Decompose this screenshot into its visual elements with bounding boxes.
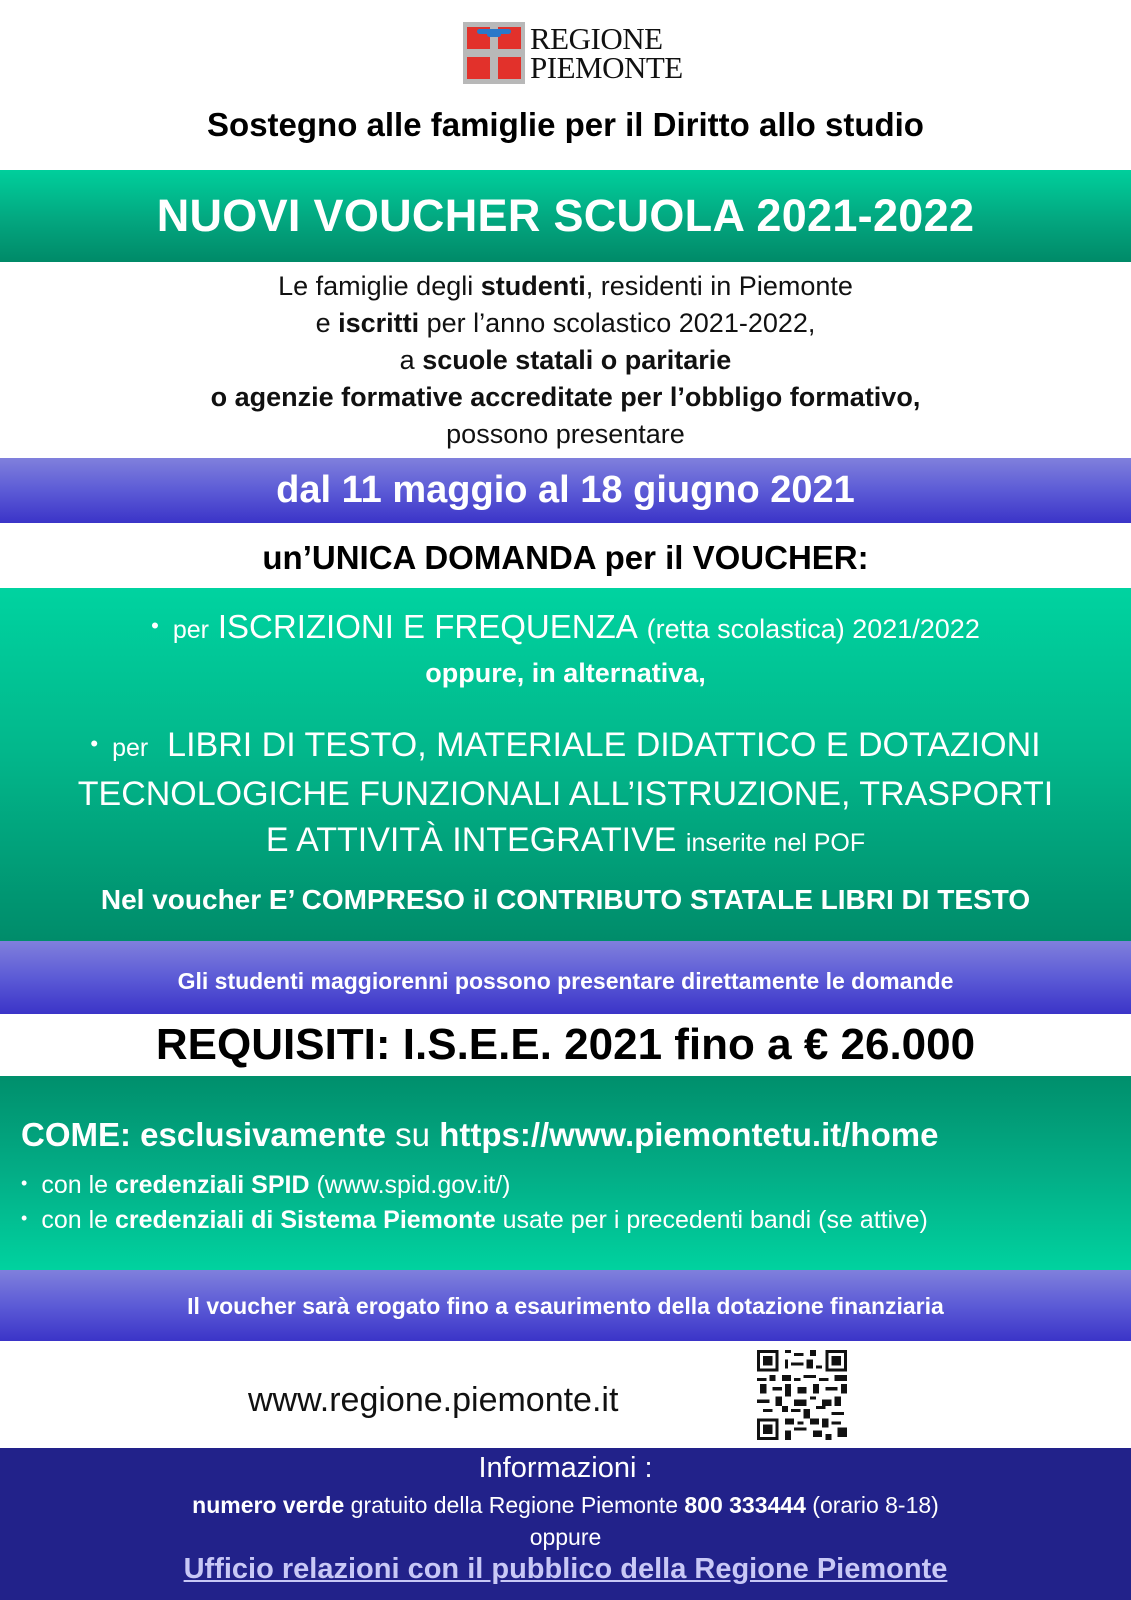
erogazione-band — [0, 1270, 1131, 1341]
maggiorenni-note: Gli studenti maggiorenni possono presentare direttamente le domande — [177, 968, 954, 994]
unica-domanda-heading: un’UNICA DOMANDA per il VOUCHER: — [262, 539, 869, 576]
maggiorenni-band — [0, 941, 1131, 1014]
intro-paragraph — [0, 268, 1131, 453]
website-link[interactable]: www.regione.piemonte.it — [248, 1381, 619, 1419]
logo-text: REGIONE PIEMONTE — [530, 20, 683, 85]
contributo-statale-note: Nel voucher E’ COMPRESO il CONTRIBUTO STATALE LIBRI DI TESTO — [100, 884, 1031, 915]
bullet-icon: • — [90, 731, 99, 756]
phone-number: 800 333444 — [684, 1492, 806, 1518]
headline-band — [0, 170, 1131, 262]
options-separator: oppure, in alternativa, — [425, 658, 706, 688]
piemontetu-link[interactable]: https://www.piemontetu.it/home — [439, 1116, 939, 1153]
headline: NUOVI VOUCHER SCUOLA 2021-2022 — [156, 190, 975, 241]
intro-line-2: e iscritti per l’anno scolastico 2021-2022, — [315, 308, 816, 338]
bullet-icon: • — [21, 1173, 28, 1193]
info-oppure: oppure — [529, 1524, 602, 1550]
intro-line-4: o agenzie formative accreditate per l’obbligo formativo, — [210, 382, 921, 412]
requisiti-isee: REQUISITI: I.S.E.E. 2021 fino a € 26.000 — [155, 1020, 976, 1069]
subtitle: Sostegno alle famiglie per il Diritto allo studio — [207, 106, 924, 143]
urp-link[interactable]: Ufficio relazioni con il pubblico della Regione Piemonte — [183, 1553, 948, 1585]
intro-line-3: a scuole statali o paritarie — [399, 345, 732, 375]
come-band — [0, 1076, 1131, 1270]
piemonte-coat-of-arms-icon — [463, 22, 525, 84]
info-title: Informazioni : — [478, 1452, 653, 1484]
come-instructions: COME: esclusivamente su https://www.piemontetu.it/home — [21, 1116, 939, 1153]
dates-band — [0, 458, 1131, 523]
erogazione-note: Il voucher sarà erogato fino a esaurimento della dotazione finanziaria — [187, 1293, 944, 1319]
info-footer — [0, 1448, 1131, 1600]
option-iscrizioni: • per ISCRIZIONI E FREQUENZA (retta scolastica) 2021/2022 — [151, 608, 980, 645]
regione-piemonte-logo — [463, 21, 683, 84]
option-libri: • per LIBRI DI TESTO, MATERIALE DIDATTICO E DOTAZIONI TECNOLOGICHE FUNZIONALI ALL’ISTRUZIONE, TRASPORTI E ATTIVITÀ INTEGRATIVE inserite nel POF — [77, 726, 1054, 859]
credential-sistema-piemonte: • con le credenziali di Sistema Piemonte usate per i precedenti bandi (se attive) — [21, 1206, 928, 1234]
bullet-icon: • — [151, 613, 159, 638]
qr-code-icon[interactable] — [757, 1350, 847, 1440]
numero-verde-line: numero verde gratuito della Regione Piemonte 800 333444 (orario 8-18) — [192, 1492, 939, 1518]
bullet-icon: • — [21, 1208, 28, 1228]
voucher-options-band — [0, 588, 1131, 941]
intro-line-1: Le famiglie degli studenti, residenti in Piemonte — [278, 271, 853, 301]
intro-line-5: possono presentare — [446, 419, 685, 449]
application-dates: dal 11 maggio al 18 giugno 2021 — [276, 469, 855, 511]
credential-spid: • con le credenziali SPID (www.spid.gov.it/) — [21, 1171, 511, 1199]
